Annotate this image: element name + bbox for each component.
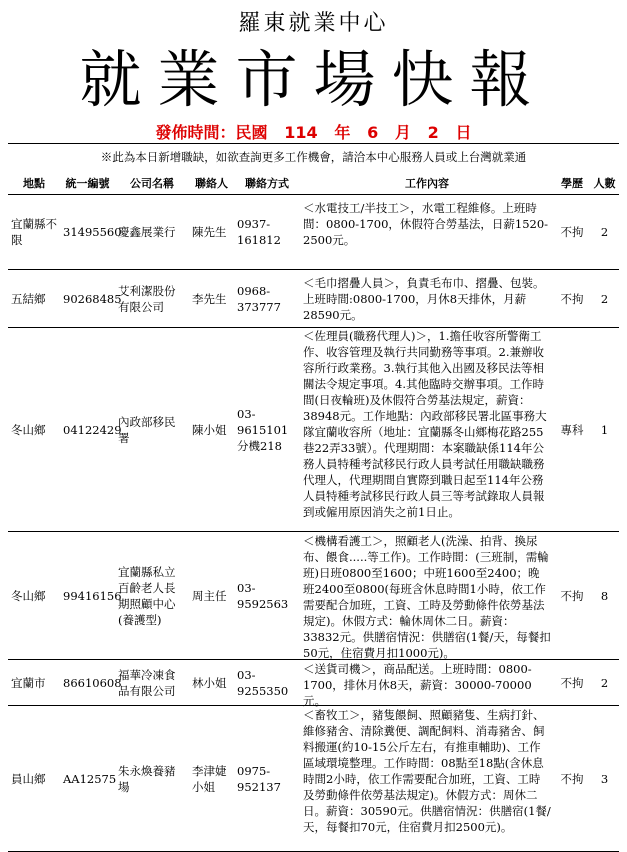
cell-company: 內政部移民署 xyxy=(115,328,189,532)
cell-contact: 陳小姐 xyxy=(189,328,234,532)
cell-content-text: ＜畜牧工＞，豬隻餵飼、照顧豬隻、生病打針、維修豬舍、清除糞便、調配飼料、消毒豬舍、飼料搬運(約10-15公斤左右，有推車輔助)、工作區域環境整理。工作時間：08點至18點(含休息時間2小時，依工作需要配合加班，工資、工時及勞動條件依勞基法規定)。休假方式：周休二日。薪資：30590元。供膳宿情況：供膳宿(1餐/天，每餐扣70元，住宿費月扣2500元)。 xyxy=(303,707,551,834)
cell-content xyxy=(300,195,554,270)
cell-company: 慶鑫展業行 xyxy=(115,195,189,270)
cell-tax-id: 90268485 xyxy=(60,270,115,328)
cell-location: 五結鄉 xyxy=(8,270,60,328)
cell-education: 不拘 xyxy=(554,532,590,660)
col-header-location: 地點 xyxy=(8,172,60,195)
cell-contact: 周主任 xyxy=(189,532,234,660)
cell-tax-id: 86610608 xyxy=(60,660,115,706)
cell-company: 福華冷凍食品有限公司 xyxy=(115,660,189,706)
cell-content xyxy=(300,706,554,852)
cell-phone: 0968-373777 xyxy=(234,270,300,328)
cell-contact: 李先生 xyxy=(189,270,234,328)
publish-date: 發佈時間：民國 114 年 6 月 2 日 xyxy=(155,123,472,142)
cell-content xyxy=(300,270,554,328)
cell-education: 不拘 xyxy=(554,270,590,328)
cell-phone: 0975-952137 xyxy=(234,706,300,852)
cell-content xyxy=(300,532,554,660)
cell-education: 不拘 xyxy=(554,660,590,706)
center-name: 羅東就業中心 xyxy=(238,11,389,36)
cell-location: 員山鄉 xyxy=(8,706,60,852)
cell-count: 2 xyxy=(590,195,619,270)
divider xyxy=(8,143,619,144)
cell-education: 不拘 xyxy=(554,706,590,852)
cell-content xyxy=(300,660,554,706)
cell-tax-id: AA12575 xyxy=(60,706,115,852)
table-row xyxy=(8,706,619,852)
cell-tax-id: 99416156 xyxy=(60,532,115,660)
cell-contact: 林小姐 xyxy=(189,660,234,706)
cell-content-text: ＜佐理員(職務代理人)＞，1.擔任收容所警衛工作、收容管理及執行共同勤務等事項。2.兼辦收容所行政業務。3.執行其他入出國及移民法等相關法令規定事項。4.其他臨時交辦事項。工作時間(日夜輪班)及休假符合勞基法規定，薪資：38948元。工作地點：內政部移民署北區事務大隊宜蘭收容所（地址：宜蘭縣冬山鄉梅花路255巷22弄33號）。代理期間：本案職缺係114年公務人員特種考試移民行政人員考試任用職缺職務代理人，代理期間自實際到職日起至114年公務人員特種考試移民行政人員三等考試錄取人員報到或僱用原因消失之前1日止。 xyxy=(303,329,547,519)
table-row xyxy=(8,328,619,532)
cell-content xyxy=(300,328,554,532)
col-header-contact: 聯絡人 xyxy=(189,172,234,195)
cell-content-text: ＜水電技工/半技工＞，水電工程維修。上班時間：0800-1700，休假符合勞基法，日薪1520-2500元。 xyxy=(303,201,549,247)
cell-company: 朱永煥養豬場 xyxy=(115,706,189,852)
cell-phone: 03-9592563 xyxy=(234,532,300,660)
table-header-row xyxy=(8,172,619,195)
col-header-education: 學歷 xyxy=(554,172,590,195)
cell-phone: 03-9255350 xyxy=(234,660,300,706)
col-header-tax-id: 統一編號 xyxy=(60,172,115,195)
table-row xyxy=(8,532,619,660)
cell-contact: 陳先生 xyxy=(189,195,234,270)
cell-count: 3 xyxy=(590,706,619,852)
col-header-company: 公司名稱 xyxy=(115,172,189,195)
cell-count: 8 xyxy=(590,532,619,660)
cell-content-text: ＜送貨司機＞，商品配送。上班時間：0800-1700，排休月休8天，薪資：30000-70000元。 xyxy=(303,661,532,708)
cell-location: 冬山鄉 xyxy=(8,328,60,532)
cell-education: 專科 xyxy=(554,328,590,532)
cell-tax-id: 04122429 xyxy=(60,328,115,532)
cell-count: 2 xyxy=(590,660,619,706)
cell-company: 宜蘭縣私立百齡老人長期照顧中心(養護型) xyxy=(115,532,189,660)
cell-content-text: ＜機構看護工＞，照顧老人(洗澡、拍背、換尿布、餵食.....等工作)。工作時間：(三班制，需輪班)日班0800至1600；中班1600至2400；晚班2400至0800(每班含休息時間1小時，依工作需要配合加班，工資、工時及勞動條件依勞基法規定)。休假方式：輪休周休二日。薪資：33832元。供膳宿情況：供膳宿(1餐/天，每餐扣50元，住宿費月扣1000元)。 xyxy=(303,533,551,660)
cell-phone: 03-9615101分機218 xyxy=(234,328,300,532)
cell-tax-id: 31495560 xyxy=(60,195,115,270)
cell-phone: 0937-161812 xyxy=(234,195,300,270)
cell-location: 宜蘭市 xyxy=(8,660,60,706)
table-row xyxy=(8,660,619,706)
cell-contact: 李津婕小姐 xyxy=(189,706,234,852)
jobs-table xyxy=(8,172,619,852)
col-header-phone: 聯絡方式 xyxy=(234,172,300,195)
table-row xyxy=(8,270,619,328)
cell-content-text: ＜毛巾摺疊人員＞，負責毛布巾、摺疊、包裝。上班時間:0800-1700，月休8天排休，月薪28590元。 xyxy=(303,275,545,322)
notice-text: ※此為本日新增職缺，如欲查詢更多工作機會，請洽本中心服務人員或上台灣就業通 xyxy=(100,150,527,164)
cell-location: 宜蘭縣不限 xyxy=(8,195,60,270)
page-title: 就業市場快報 xyxy=(79,43,548,116)
cell-location: 冬山鄉 xyxy=(8,532,60,660)
cell-company: 艾利潔股份有限公司 xyxy=(115,270,189,328)
table-row xyxy=(8,195,619,270)
cell-education: 不拘 xyxy=(554,195,590,270)
col-header-count: 人數 xyxy=(590,172,619,195)
cell-count: 1 xyxy=(590,328,619,532)
col-header-content: 工作內容 xyxy=(300,172,554,195)
cell-count: 2 xyxy=(590,270,619,328)
